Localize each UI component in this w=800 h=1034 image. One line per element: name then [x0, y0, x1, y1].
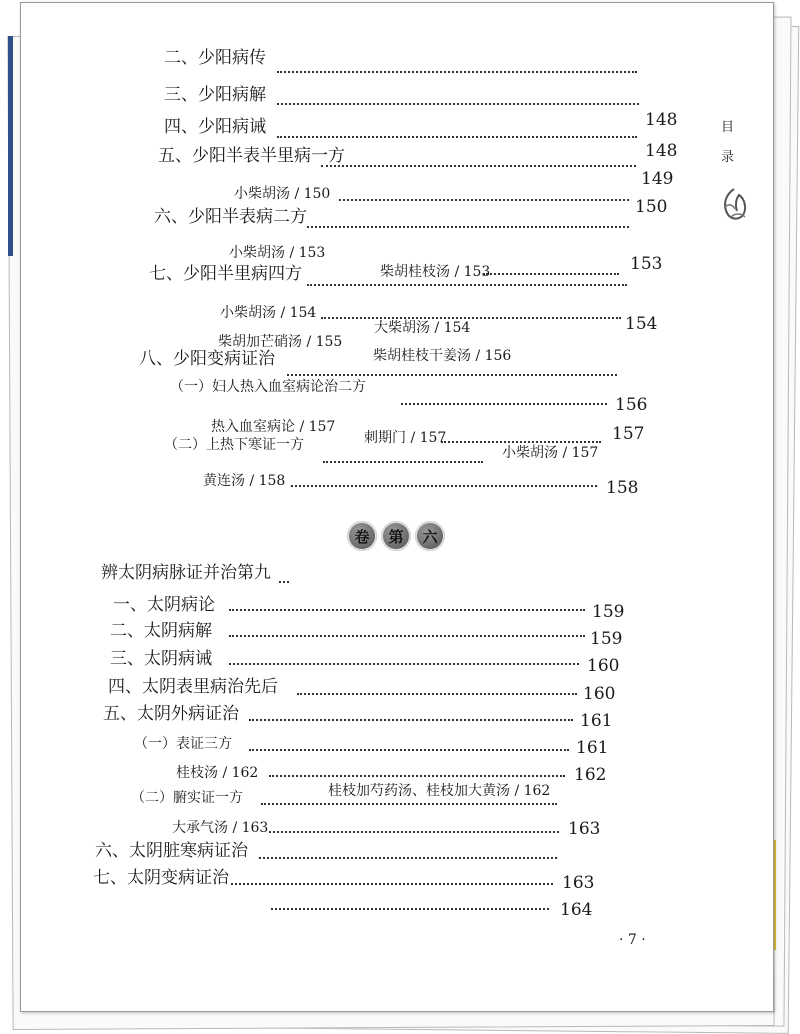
formula-entry: 小柴胡汤 / 153: [229, 245, 326, 261]
volume-heading: [347, 521, 445, 551]
page-num: 161: [580, 711, 613, 731]
leader-dots: [483, 273, 619, 275]
volume-char: 六: [415, 521, 445, 551]
page-num: 157: [612, 424, 645, 444]
toc-entry: 二、太阴病解: [110, 621, 212, 641]
ornament-logo: [719, 187, 749, 223]
leader-dots: [231, 883, 553, 885]
leader-dots: [297, 693, 577, 695]
subsection-entry: （一）妇人热入血室病论治二方: [170, 379, 366, 395]
volume-char: 卷: [347, 521, 377, 551]
toc-entry: 六、太阴脏寒病证治: [95, 841, 248, 861]
toc-entry: 六、少阳半表病二方: [154, 207, 307, 227]
leader-dots: [339, 199, 629, 201]
volume-char: 第: [381, 521, 411, 551]
toc-entry: 七、少阳半里病四方: [149, 264, 302, 284]
leader-dots: [249, 719, 573, 721]
formula-entry: 大柴胡汤 / 154: [374, 320, 471, 336]
leader-dots: [307, 284, 627, 286]
chapter-title: 辨太阴病脉证并治第九: [101, 563, 271, 583]
formula-entry: 小柴胡汤 / 154: [220, 305, 317, 321]
formula-entry: 大承气汤 / 163: [172, 820, 269, 836]
toc-entry: 五、太阴外病证治: [103, 704, 239, 724]
formula-entry: 黄连汤 / 158: [203, 473, 286, 489]
toc-entry: 七、太阴变病证治: [93, 868, 229, 888]
leader-dots: [269, 775, 565, 777]
leader-dots: [279, 581, 289, 583]
leader-dots: [261, 803, 557, 805]
subsection-entry: （一）表证三方: [134, 736, 232, 752]
leader-dots: [229, 635, 585, 637]
page-num: 158: [606, 478, 639, 498]
formula-entry: 小柴胡汤 / 150: [234, 186, 331, 202]
leader-dots: [321, 317, 621, 319]
page-num: 153: [630, 254, 663, 274]
page-num: 161: [576, 738, 609, 758]
leader-dots: [259, 857, 557, 859]
page-num: 159: [592, 602, 625, 622]
formula-entry: 柴胡桂枝干姜汤 / 156: [373, 348, 512, 364]
page-number: · 7 ·: [619, 932, 646, 948]
toc-entry: 四、少阳病诫: [164, 117, 266, 137]
leader-dots: [287, 374, 617, 376]
toc-entry: 二、少阳病传: [164, 48, 266, 68]
leader-dots: [249, 749, 569, 751]
side-label-mu: 目: [721, 120, 735, 135]
formula-entry: 热入血室病论 / 157: [211, 419, 336, 435]
formula-entry: 柴胡加芒硝汤 / 155: [218, 334, 343, 350]
leader-dots: [401, 403, 607, 405]
formula-entry: 柴胡桂枝汤 / 153: [380, 264, 491, 280]
toc-entry: 四、太阴表里病治先后: [108, 677, 278, 697]
subsection-entry: （二）上热下寒证一方: [164, 437, 304, 453]
leader-dots: [229, 609, 585, 611]
page-num: 162: [574, 765, 607, 785]
page-num: 148: [645, 110, 678, 130]
leader-dots: [269, 831, 559, 833]
page-num: 159: [590, 629, 623, 649]
page-num: 163: [568, 819, 601, 839]
subsection-entry: （二）腑实证一方: [131, 790, 243, 806]
leader-dots: [271, 908, 549, 910]
page-num: 149: [641, 169, 674, 189]
leader-dots: [291, 485, 597, 487]
toc-entry: 三、太阴病诫: [110, 649, 212, 669]
toc-entry: 八、少阳变病证治: [139, 349, 275, 369]
leader-dots: [229, 663, 579, 665]
formula-entry: 小柴胡汤 / 157: [502, 445, 599, 461]
leader-dots: [277, 71, 637, 73]
page-num: 156: [615, 395, 648, 415]
formula-entry: 桂枝汤 / 162: [176, 765, 259, 781]
side-label-lu: 录: [721, 150, 735, 165]
formula-entry: 桂枝加芍药汤、桂枝加大黄汤 / 162: [328, 783, 551, 799]
formula-entry: 刺期门 / 157: [364, 430, 447, 446]
leader-dots: [307, 226, 629, 228]
toc-entry: 五、少阳半表半里病一方: [158, 146, 345, 166]
toc-entry: 三、少阳病解: [164, 85, 266, 105]
page-num: 163: [562, 873, 595, 893]
leader-dots: [277, 136, 637, 138]
page-num: 160: [583, 684, 616, 704]
leader-dots: [321, 165, 636, 167]
page-num: 164: [560, 900, 593, 920]
page-num: 154: [625, 314, 658, 334]
toc-page: [20, 2, 774, 1012]
page-num: 150: [635, 197, 668, 217]
leader-dots: [441, 441, 601, 443]
left-cover-strip: [8, 36, 13, 256]
page-num: 160: [587, 656, 620, 676]
page-num: 148: [645, 141, 678, 161]
leader-dots: [323, 461, 483, 463]
leader-dots: [277, 103, 639, 105]
toc-entry: 一、太阴病论: [113, 595, 215, 615]
